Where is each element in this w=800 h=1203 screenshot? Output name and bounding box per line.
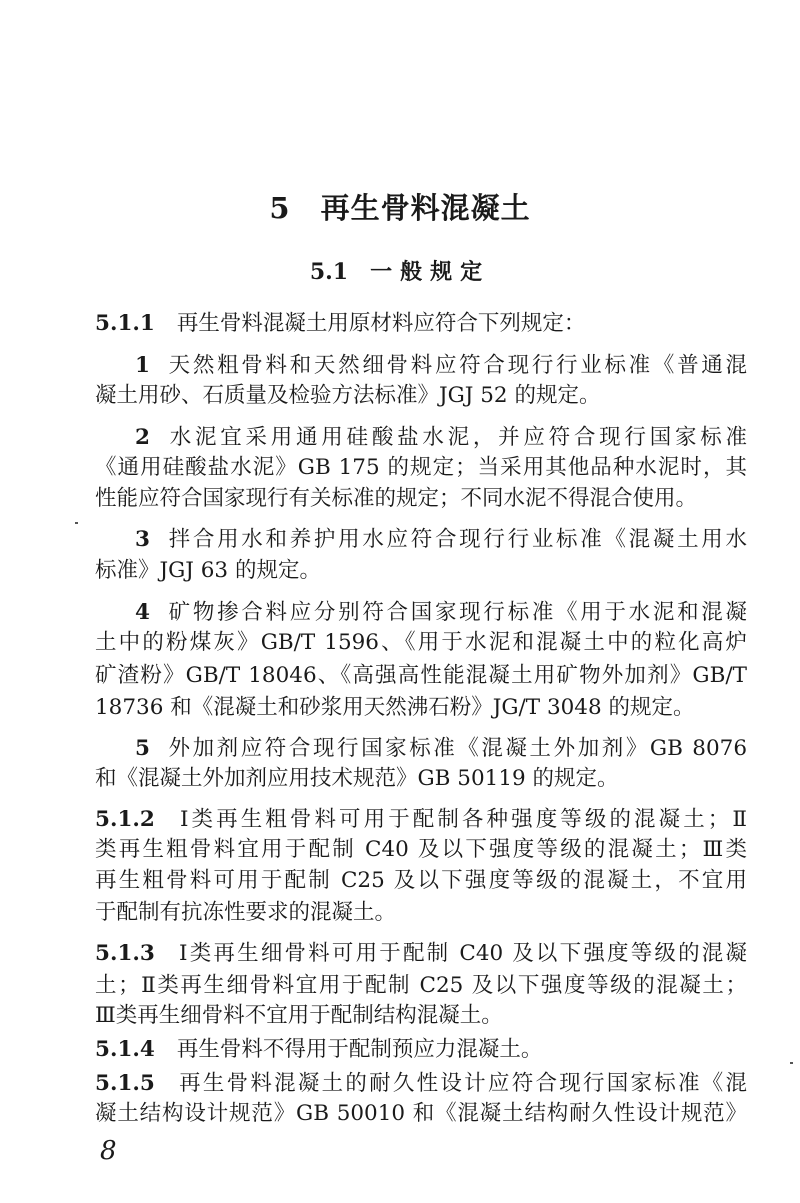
section-number: 5.1 — [309, 259, 349, 285]
chapter-number: 5 — [269, 191, 291, 225]
clause-number: 5.1.3 — [95, 941, 155, 966]
item-number: 4 — [135, 600, 150, 625]
text-line — [95, 453, 747, 483]
text-line — [95, 898, 747, 928]
line-text: 再生骨料混凝土的耐久性设计应符合现行国家标准《混 — [176, 1071, 747, 1096]
text-line — [95, 764, 747, 794]
line-text: 矿渣粉》GB/T 18046、《高强高性能混凝土用矿物外加剂》GB/T — [95, 663, 747, 688]
section-title: 一般规定 — [370, 259, 491, 285]
clause-line — [95, 805, 747, 835]
list-item-line — [135, 734, 747, 764]
clause-line — [95, 309, 747, 339]
line-text: 于配制有抗冻性要求的混凝土。 — [95, 900, 397, 925]
line-text: 再生粗骨料可用于配制 C25 及以下强度等级的混凝土，不宜用 — [95, 868, 747, 893]
scan-speck — [75, 522, 78, 524]
line-text: 和《混凝土外加剂应用技术规范》GB 50119 的规定。 — [95, 766, 619, 791]
clause-line — [95, 1069, 747, 1099]
line-text: 18736 和《混凝土和砂浆用天然沸石粉》JG/T 3048 的规定。 — [95, 695, 695, 720]
text-line — [95, 556, 747, 586]
line-text: 类再生粗骨料宜用于配制 C40 及以下强度等级的混凝土；Ⅲ类 — [95, 837, 747, 862]
list-item-line — [135, 598, 747, 628]
clause-number: 5.1.2 — [95, 807, 155, 832]
line-text: Ⅲ类再生细骨料不宜用于配制结构混凝土。 — [95, 1003, 503, 1028]
text-line — [95, 866, 747, 896]
text-line — [95, 381, 747, 411]
text-line — [95, 971, 747, 1001]
chapter-title: 再生骨料混凝土 — [320, 191, 531, 225]
line-text: Ⅰ类再生粗骨料可用于配制各种强度等级的混凝土；Ⅱ — [176, 807, 747, 832]
line-text: 土中的粉煤灰》GB/T 1596、《用于水泥和混凝土中的粒化高炉 — [95, 630, 747, 655]
text-line — [95, 1001, 747, 1031]
line-text: 凝土结构设计规范》GB 50010 和《混凝土结构耐久性设计规范》 — [95, 1101, 747, 1126]
line-text: Ⅰ类再生细骨料可用于配制 C40 及以下强度等级的混凝 — [176, 941, 747, 966]
section-heading — [0, 255, 800, 286]
clause-line — [95, 939, 747, 969]
line-text: 《通用硅酸盐水泥》GB 175 的规定；当采用其他品种水泥时，其 — [95, 455, 747, 480]
text-line — [95, 661, 747, 691]
page-number: 8 — [100, 1136, 117, 1166]
line-text: 再生骨料混凝土用原材料应符合下列规定： — [176, 311, 586, 336]
scan-speck — [790, 1062, 793, 1064]
chapter-heading — [0, 186, 800, 227]
text-line — [95, 628, 747, 658]
line-text: 矿物掺合料应分别符合国家现行标准《用于水泥和混凝 — [165, 600, 747, 625]
text-line — [95, 1099, 747, 1129]
line-text: 土；Ⅱ类再生细骨料宜用于配制 C25 及以下强度等级的混凝土； — [95, 973, 747, 998]
clause-number: 5.1.4 — [95, 1037, 155, 1062]
text-line — [95, 835, 747, 865]
line-text: 水泥宜采用通用硅酸盐水泥，并应符合现行国家标准 — [165, 425, 747, 450]
line-text: 凝土用砂、石质量及检验方法标准》JGJ 52 的规定。 — [95, 383, 601, 408]
item-number: 3 — [135, 527, 150, 552]
item-number: 5 — [135, 736, 150, 761]
item-number: 1 — [135, 353, 150, 378]
line-text: 再生骨料不得用于配制预应力混凝土。 — [176, 1037, 543, 1062]
line-text: 标准》JGJ 63 的规定。 — [95, 558, 321, 583]
text-line — [95, 484, 747, 514]
line-text: 性能应符合国家现行有关标准的规定；不同水泥不得混合使用。 — [95, 486, 698, 511]
item-number: 2 — [135, 425, 150, 450]
line-text: 天然粗骨料和天然细骨料应符合现行行业标准《普通混 — [165, 353, 747, 378]
list-item-line — [135, 351, 747, 381]
line-text: 拌合用水和养护用水应符合现行行业标准《混凝土用水 — [165, 527, 747, 552]
clause-number: 5.1.1 — [95, 311, 155, 336]
list-item-line — [135, 423, 747, 453]
clause-line — [95, 1035, 747, 1065]
text-line — [95, 693, 747, 723]
line-text: 外加剂应符合现行国家标准《混凝土外加剂》GB 8076 — [165, 736, 747, 761]
list-item-line — [135, 525, 747, 555]
clause-number: 5.1.5 — [95, 1071, 155, 1096]
